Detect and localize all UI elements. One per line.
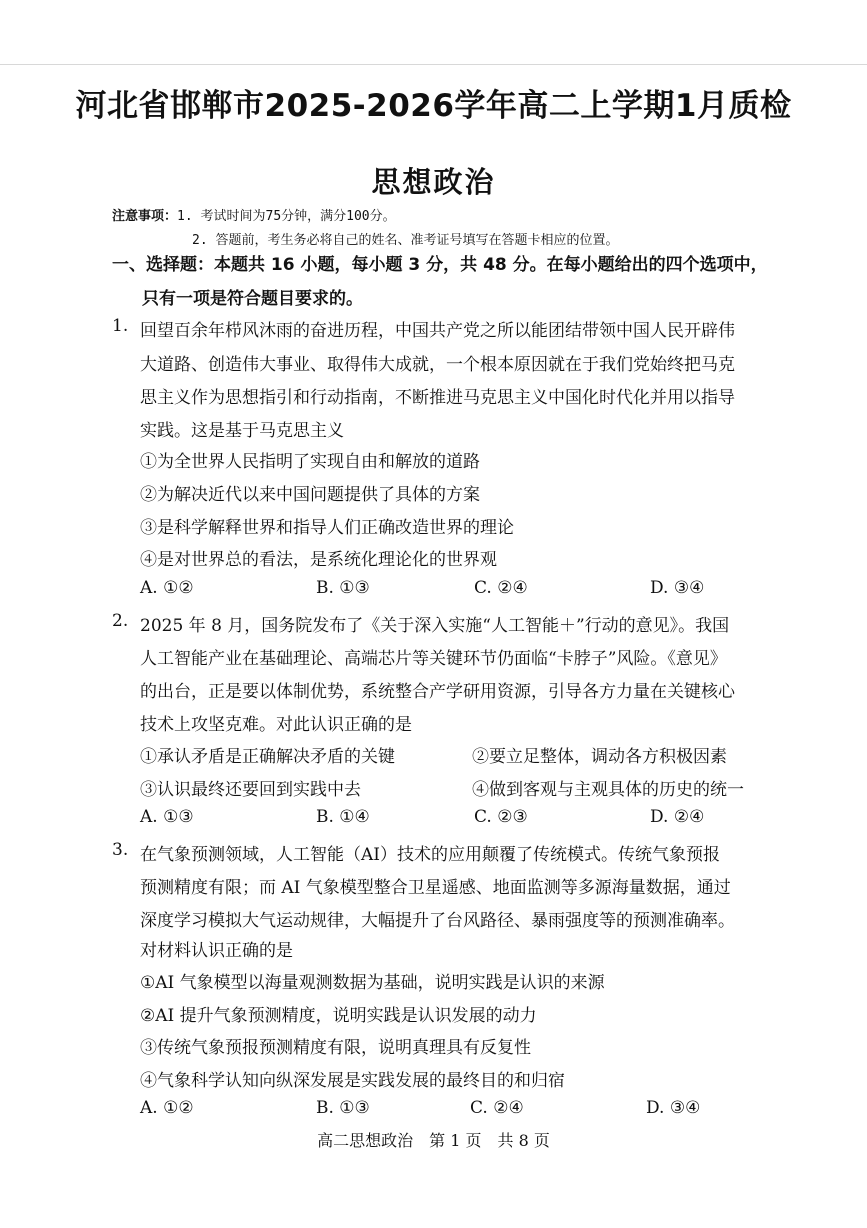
question-3-option-d: D. ③④ (646, 1098, 701, 1118)
subject-title: 思想政治 (371, 165, 496, 199)
section-heading-line-1: 一、选择题：本题共 16 小题，每小题 3 分，共 48 分。在每小题给出的四个选项中， (112, 255, 768, 275)
question-1-item-2: ②为解决近代以来中国问题提供了具体的方案 (140, 485, 480, 505)
question-2-line-1: 2025 年 8 月，国务院发布了《关于深入实施“人工智能＋”行动的意见》。我国 (140, 616, 730, 636)
question-1-item-4: ④是对世界总的看法，是系统化理论化的世界观 (140, 550, 497, 570)
exam-title: 河北省邯郸市2025-2026学年高二上学期1月质检 (75, 88, 792, 124)
page-footer: 高二思想政治 第 1 页 共 8 页 (317, 1131, 550, 1150)
question-3-line-2: 预测精度有限；而 AI 气象模型整合卫星遥感、地面监测等多源海量数据，通过 (140, 878, 731, 898)
question-1-option-b: B. ①③ (316, 578, 370, 598)
question-1-line-4: 实践。这是基于马克思主义 (140, 421, 344, 441)
question-2-option-d: D. ②④ (650, 807, 705, 827)
question-3-item-1: ①AI 气象模型以海量观测数据为基础，说明实践是认识的来源 (140, 973, 605, 993)
question-1-option-d: D. ③④ (650, 578, 705, 598)
question-3-item-2: ②AI 提升气象预测精度，说明实践是认识发展的动力 (140, 1006, 537, 1026)
question-2-item-3: ③认识最终还要回到实践中去 (140, 780, 361, 800)
question-3-item-4: ④气象科学认知向纵深发展是实践发展的最终目的和归宿 (140, 1071, 565, 1091)
question-3-line-3: 深度学习模拟大气运动规律，大幅提升了台风路径、暴雨强度等的预测准确率。 (140, 911, 735, 931)
question-1-line-3: 思主义作为思想指引和行动指南，不断推进马克思主义中国化时代化并用以指导 (140, 388, 735, 408)
question-2-line-4: 技术上攻坚克难。对此认识正确的是 (140, 715, 412, 735)
question-2-line-3: 的出台，正是要以体制优势，系统整合产学研用资源，引导各方力量在关键核心 (140, 682, 735, 702)
section-heading-line-2: 只有一项是符合题目要求的。 (142, 289, 363, 309)
question-number: 2. (112, 611, 129, 631)
question-3-option-b: B. ①③ (316, 1098, 370, 1118)
question-2-item-1: ①承认矛盾是正确解决矛盾的关键 (140, 747, 395, 767)
question-3-option-c: C. ②④ (470, 1098, 524, 1118)
question-3-option-a: A. ①② (140, 1098, 194, 1118)
question-number: 1. (112, 316, 129, 336)
question-2-option-c: C. ②③ (474, 807, 528, 827)
question-2-item-2: ②要立足整体，调动各方积极因素 (472, 747, 727, 767)
question-number: 3. (112, 840, 129, 860)
notice-label: 注意事项： (112, 209, 178, 224)
question-1-line-2: 大道路、创造伟大事业、取得伟大成就，一个根本原因就在于我们党始终把马克 (140, 355, 735, 375)
question-1-item-1: ①为全世界人民指明了实现自由和解放的道路 (140, 452, 480, 472)
question-3-line-4: 对材料认识正确的是 (140, 941, 293, 961)
question-2-option-b: B. ①④ (316, 807, 370, 827)
question-3-item-3: ③传统气象预报预测精度有限，说明真理具有反复性 (140, 1038, 531, 1058)
question-2-option-a: A. ①③ (140, 807, 194, 827)
question-2-line-2: 人工智能产业在基础理论、高端芯片等关键环节仍面临“卡脖子”风险。《意见》 (140, 649, 727, 669)
question-1-option-a: A. ①② (140, 578, 194, 598)
question-3-line-1: 在气象预测领域，人工智能（AI）技术的应用颠覆了传统模式。传统气象预报 (140, 845, 720, 865)
notice-line-1 (112, 205, 396, 224)
question-1-item-3: ③是科学解释世界和指导人们正确改造世界的理论 (140, 518, 514, 538)
notice-item-1: 1. 考试时间为75分钟，满分100分。 (177, 209, 396, 224)
question-1-line-1: 回望百余年栉风沐雨的奋进历程，中国共产党之所以能团结带领中国人民开辟伟 (140, 321, 735, 341)
notice-item-2: 2. 答题前，考生务必将自己的姓名、准考证号填写在答题卡相应的位置。 (192, 233, 619, 248)
question-1-option-c: C. ②④ (474, 578, 528, 598)
question-2-item-4: ④做到客观与主观具体的历史的统一 (472, 780, 744, 800)
